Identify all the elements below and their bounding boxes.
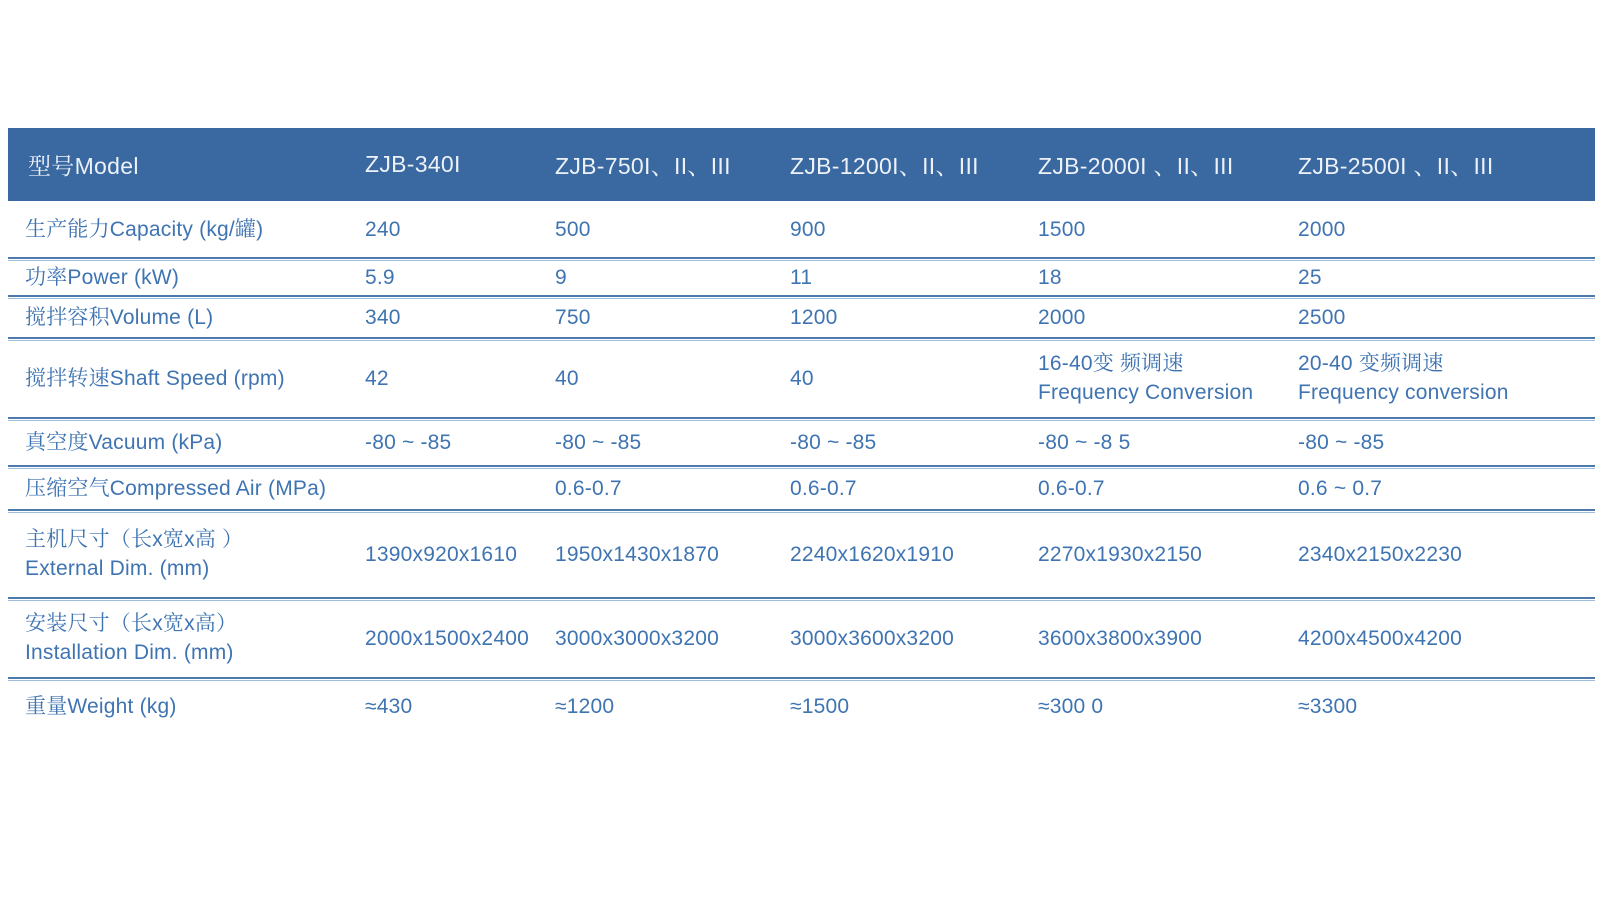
spec-cell: 18	[1030, 258, 1290, 296]
table-row	[8, 258, 1595, 296]
spec-cell: 16-40变 频调速 Frequency Conversion	[1030, 338, 1290, 418]
row-label: 重量Weight (kg)	[8, 678, 357, 733]
spec-cell: 4200x4500x4200	[1290, 598, 1595, 678]
table-row	[8, 418, 1595, 466]
spec-cell: 5.9	[357, 258, 547, 296]
spec-cell: 340	[357, 296, 547, 338]
spec-cell: 0.6-0.7	[1030, 466, 1290, 510]
spec-cell	[357, 466, 547, 510]
spec-cell: 0.6-0.7	[547, 466, 782, 510]
model-column-header: ZJB-1200I、II、III	[782, 128, 1030, 201]
spec-cell: 500	[555, 217, 591, 241]
spec-cell: 3600x3800x3900	[1030, 598, 1290, 678]
spec-cell: 1390x920x1610	[357, 510, 547, 598]
spec-cell: 2500	[1290, 296, 1595, 338]
table-row	[8, 466, 1595, 510]
spec-cell: 40	[782, 338, 1030, 418]
spec-cell: 11	[782, 258, 1030, 296]
spec-cell: 2000	[1298, 217, 1346, 241]
spec-cell: 2340x2150x2230	[1290, 510, 1595, 598]
spec-cell: 2270x1930x2150	[1030, 510, 1290, 598]
row-label: 搅拌容积Volume (L)	[8, 296, 357, 338]
spec-cell: 2000	[1030, 296, 1290, 338]
row-label: 主机尺寸（长x宽x高 ） External Dim. (mm)	[8, 510, 357, 598]
model-column-header: 型号Model	[8, 128, 357, 201]
spec-cell: 240	[365, 217, 401, 241]
spec-cell: ≈3300	[1290, 678, 1595, 733]
spec-cell: 1500	[1038, 217, 1086, 241]
table-body	[8, 201, 1595, 733]
spec-cell: 1950x1430x1870	[547, 510, 782, 598]
spec-cell: 900	[790, 217, 826, 241]
spec-cell: 25	[1290, 258, 1595, 296]
spec-cell: -80 ~ -85	[357, 418, 547, 466]
spec-cell: 42	[357, 338, 547, 418]
spec-cell: 2000x1500x2400	[357, 598, 547, 678]
spec-cell: ≈1500	[782, 678, 1030, 733]
spec-cell: 0.6-0.7	[782, 466, 1030, 510]
spec-cell: ≈1200	[547, 678, 782, 733]
table-row	[8, 338, 1595, 418]
spec-cell: 750	[547, 296, 782, 338]
spec-cell: 2240x1620x1910	[782, 510, 1030, 598]
row-label: 安装尺寸（长x宽x高） Installation Dim. (mm)	[8, 598, 357, 678]
row-label: 搅拌转速Shaft Speed (rpm)	[8, 338, 357, 418]
spec-cell: -80 ~ -8 5	[1030, 418, 1290, 466]
spec-cell: -80 ~ -85	[1290, 418, 1595, 466]
spec-cell: ≈300 0	[1030, 678, 1290, 733]
spec-cell: -80 ~ -85	[547, 418, 782, 466]
row-label: 压缩空气Compressed Air (MPa)	[8, 466, 357, 510]
table-row	[8, 510, 1595, 598]
row-label: 功率Power (kW)	[8, 258, 357, 296]
spec-cell: 1200	[782, 296, 1030, 338]
table-row	[8, 598, 1595, 678]
spec-cell: 3000x3000x3200	[547, 598, 782, 678]
table-row	[8, 296, 1595, 338]
spec-cell: -80 ~ -85	[782, 418, 1030, 466]
header-row	[8, 128, 1595, 201]
row-label: 真空度Vacuum (kPa)	[8, 418, 357, 466]
table-row	[8, 201, 1595, 258]
model-column-header: ZJB-750I、II、III	[547, 128, 782, 201]
spec-cell: 20-40 变频调速 Frequency conversion	[1290, 338, 1595, 418]
table-row	[8, 678, 1595, 733]
spec-cell: 3000x3600x3200	[782, 598, 1030, 678]
row-label: 生产能力Capacity (kg/罐)	[25, 217, 264, 241]
spec-cell: 0.6 ~ 0.7	[1290, 466, 1595, 510]
model-column-header: ZJB-340I	[357, 128, 547, 201]
model-column-header: ZJB-2500I 、II、III	[1290, 128, 1595, 201]
spec-cell: 9	[547, 258, 782, 296]
spec-table	[8, 128, 1595, 733]
spec-cell: ≈430	[357, 678, 547, 733]
model-column-header: ZJB-2000I 、II、III	[1030, 128, 1290, 201]
spec-cell: 40	[547, 338, 782, 418]
